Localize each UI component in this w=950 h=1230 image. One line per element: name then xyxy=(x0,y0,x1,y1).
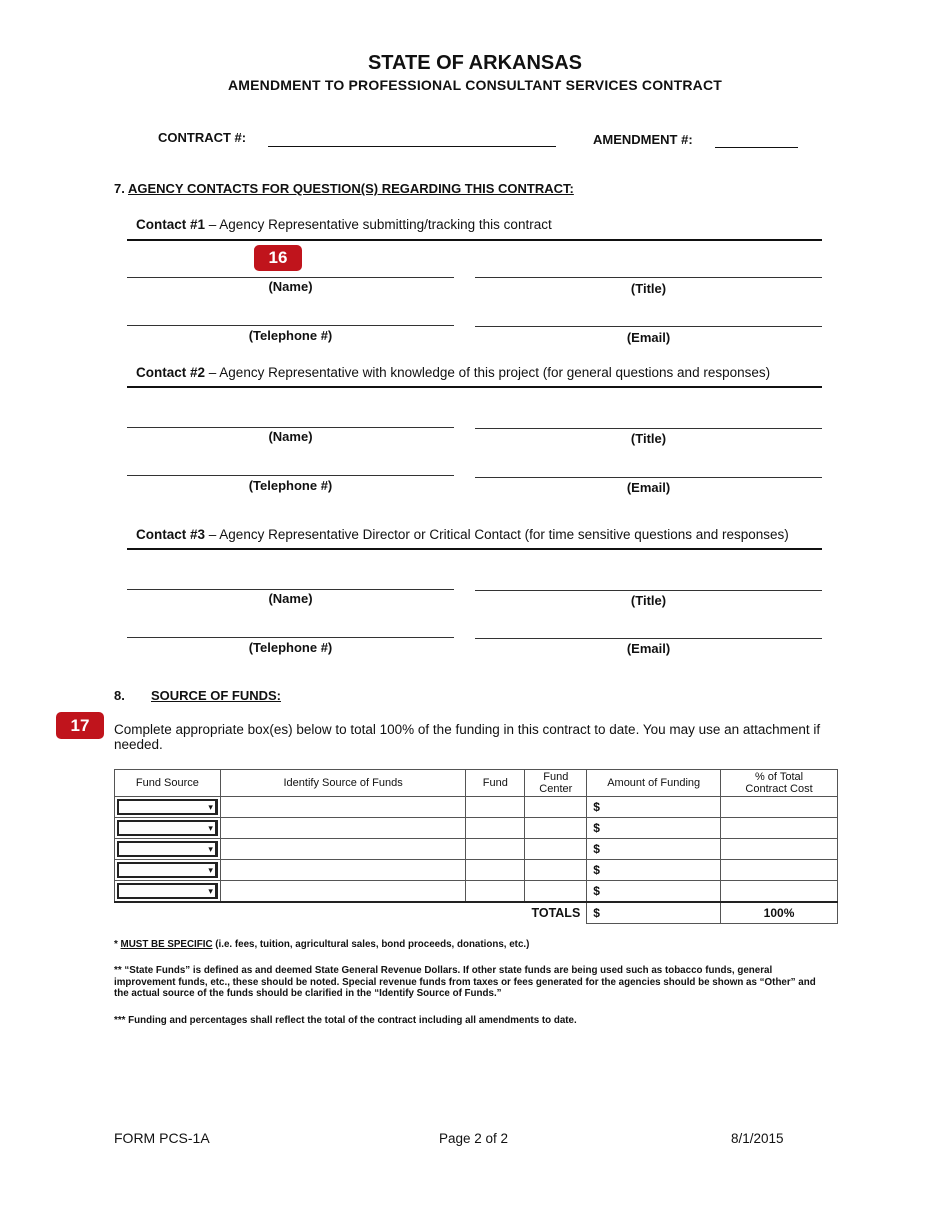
fund-center-input[interactable] xyxy=(525,839,587,860)
fund-source-cell xyxy=(115,818,221,839)
fund-source-select[interactable] xyxy=(117,883,218,899)
table-row xyxy=(115,839,838,860)
contact-2-telephone-field[interactable] xyxy=(127,475,454,476)
identify-source-input[interactable] xyxy=(220,797,466,818)
amount-input[interactable]: $ xyxy=(587,818,721,839)
note-2: ** “State Funds” is defined as and deemed State General Revenue Dollars. If other state funds are being used such as tobacco funds, general improvement funds, etc., these should be noted. Special revenue funds from taxes or fees generated for the agencies should be shown as “Other” and the actual source of the funds should be clarified in the “Identify Source of Funds.” xyxy=(114,965,816,999)
title-caption: (Title) xyxy=(630,593,667,608)
contact-2-email-field[interactable] xyxy=(475,477,822,478)
contact-2-title-field[interactable] xyxy=(475,428,822,429)
name-caption: (Name) xyxy=(268,279,313,294)
amount-input[interactable]: $ xyxy=(587,839,721,860)
amount-input[interactable]: $ xyxy=(587,797,721,818)
fund-source-select[interactable] xyxy=(117,862,218,878)
email-caption: (Email) xyxy=(626,330,671,345)
note-1-text: (i.e. fees, tuition, agricultural sales, bond proceeds, donations, etc.) xyxy=(212,939,530,950)
name-caption: (Name) xyxy=(268,591,313,606)
contact-1-label: Contact #1 xyxy=(136,217,206,232)
percent-input[interactable] xyxy=(721,818,838,839)
annotation-badge-16: 16 xyxy=(254,245,302,271)
telephone-caption: (Telephone #) xyxy=(248,478,333,493)
telephone-caption: (Telephone #) xyxy=(248,328,333,343)
page-subtitle: AMENDMENT TO PROFESSIONAL CONSULTANT SERVICES CONTRACT xyxy=(227,77,723,93)
col-identify-source: Identify Source of Funds xyxy=(220,770,466,797)
contact-2-name-field[interactable] xyxy=(127,427,454,428)
contact-1-title-field[interactable] xyxy=(475,277,822,278)
divider xyxy=(127,239,822,241)
dropdown-arrow-icon: ▾ xyxy=(208,886,213,896)
fund-source-select[interactable] xyxy=(117,841,218,857)
col-percent: % of Total Contract Cost xyxy=(721,770,838,797)
dropdown-arrow-icon: ▾ xyxy=(208,823,213,833)
table-row xyxy=(115,797,838,818)
section-7-heading xyxy=(114,181,574,196)
funds-table xyxy=(114,769,838,924)
divider xyxy=(127,386,822,388)
fund-source-select[interactable] xyxy=(117,799,218,815)
annotation-badge-17: 17 xyxy=(56,712,104,739)
contact-1-heading xyxy=(136,217,552,232)
funds-table-header-row xyxy=(115,770,838,797)
divider xyxy=(127,548,822,550)
percent-input[interactable] xyxy=(721,797,838,818)
contact-3-email-field[interactable] xyxy=(475,638,822,639)
table-row xyxy=(115,860,838,881)
table-row xyxy=(115,818,838,839)
fund-source-cell xyxy=(115,797,221,818)
section-8-number: 8. xyxy=(114,688,125,703)
fund-source-cell xyxy=(115,839,221,860)
funds-instructions: Complete appropriate box(es) below to total 100% of the funding in this contract to date. You may use an attachment if needed. xyxy=(114,722,821,752)
identify-source-input[interactable] xyxy=(220,881,466,903)
contact-3-heading xyxy=(136,527,789,542)
fund-source-cell xyxy=(115,881,221,903)
contact-3-name-field[interactable] xyxy=(127,589,454,590)
percent-input[interactable] xyxy=(721,881,838,903)
totals-label: TOTALS xyxy=(525,902,587,924)
amendment-number-label: AMENDMENT #: xyxy=(593,132,693,147)
email-caption: (Email) xyxy=(626,641,671,656)
note-1 xyxy=(114,939,824,951)
contact-3-telephone-field[interactable] xyxy=(127,637,454,638)
footer-form-id: FORM PCS-1A xyxy=(114,1130,210,1146)
email-caption: (Email) xyxy=(626,480,671,495)
contract-number-label: CONTRACT #: xyxy=(158,130,247,145)
col-amount: Amount of Funding xyxy=(587,770,721,797)
col-fund: Fund xyxy=(466,770,525,797)
footer-page-number: Page 2 of 2 xyxy=(439,1131,509,1146)
col-fund-center: Fund Center xyxy=(525,770,587,797)
title-caption: (Title) xyxy=(630,431,667,446)
fund-center-input[interactable] xyxy=(525,818,587,839)
note-3: *** Funding and percentages shall reflect the total of the contract including all amendments to date. xyxy=(114,1015,577,1026)
percent-input[interactable] xyxy=(721,839,838,860)
name-caption: (Name) xyxy=(268,429,313,444)
dropdown-arrow-icon: ▾ xyxy=(208,802,213,812)
percent-input[interactable] xyxy=(721,860,838,881)
totals-row xyxy=(115,902,838,924)
col-fund-source: Fund Source xyxy=(115,770,221,797)
identify-source-input[interactable] xyxy=(220,818,466,839)
dropdown-arrow-icon: ▾ xyxy=(208,865,213,875)
note-1-prefix: * xyxy=(114,939,121,950)
contact-3-label: Contact #3 xyxy=(136,527,206,542)
totals-amount-field[interactable]: $ xyxy=(587,902,721,924)
fund-center-input[interactable] xyxy=(525,881,587,903)
section-8-title-text: SOURCE OF FUNDS: xyxy=(151,688,281,703)
note-1-emphasis: MUST BE SPECIFIC xyxy=(120,939,213,950)
contact-3-title-field[interactable] xyxy=(475,590,822,591)
fund-input[interactable] xyxy=(466,839,525,860)
identify-source-input[interactable] xyxy=(220,839,466,860)
amount-input[interactable]: $ xyxy=(587,860,721,881)
page-title: STATE OF ARKANSAS xyxy=(367,52,583,74)
contact-1-email-field[interactable] xyxy=(475,326,822,327)
telephone-caption: (Telephone #) xyxy=(248,640,333,655)
fund-input[interactable] xyxy=(466,860,525,881)
fund-input[interactable] xyxy=(466,818,525,839)
fund-input[interactable] xyxy=(466,797,525,818)
fund-source-select[interactable] xyxy=(117,820,218,836)
fund-source-cell xyxy=(115,860,221,881)
footer-date: 8/1/2015 xyxy=(731,1131,784,1146)
contact-1-name-field[interactable] xyxy=(127,277,454,278)
contact-1-telephone-field[interactable] xyxy=(127,325,454,326)
table-row xyxy=(115,881,838,903)
section-7-number: 7. xyxy=(114,181,125,196)
contact-1-description: – Agency Representative submitting/tracking this contract xyxy=(205,217,552,232)
fund-center-input[interactable] xyxy=(525,860,587,881)
dropdown-arrow-icon: ▾ xyxy=(208,844,213,854)
contact-2-label: Contact #2 xyxy=(136,365,206,380)
amount-input[interactable]: $ xyxy=(587,881,721,903)
fund-input[interactable] xyxy=(466,881,525,903)
contact-2-heading xyxy=(136,365,770,380)
title-caption: (Title) xyxy=(630,281,667,296)
identify-source-input[interactable] xyxy=(220,860,466,881)
contact-2-description: – Agency Representative with knowledge of this project (for general questions and responses) xyxy=(205,365,771,380)
section-8-title xyxy=(151,688,281,703)
contract-number-field[interactable] xyxy=(268,146,556,147)
contact-3-description: – Agency Representative Director or Critical Contact (for time sensitive questions and responses) xyxy=(205,527,789,542)
amendment-number-field[interactable] xyxy=(715,147,798,148)
fund-center-input[interactable] xyxy=(525,797,587,818)
section-7-title: AGENCY CONTACTS FOR QUESTION(S) REGARDING THIS CONTRACT: xyxy=(127,181,574,196)
totals-percent: 100% xyxy=(721,902,838,924)
